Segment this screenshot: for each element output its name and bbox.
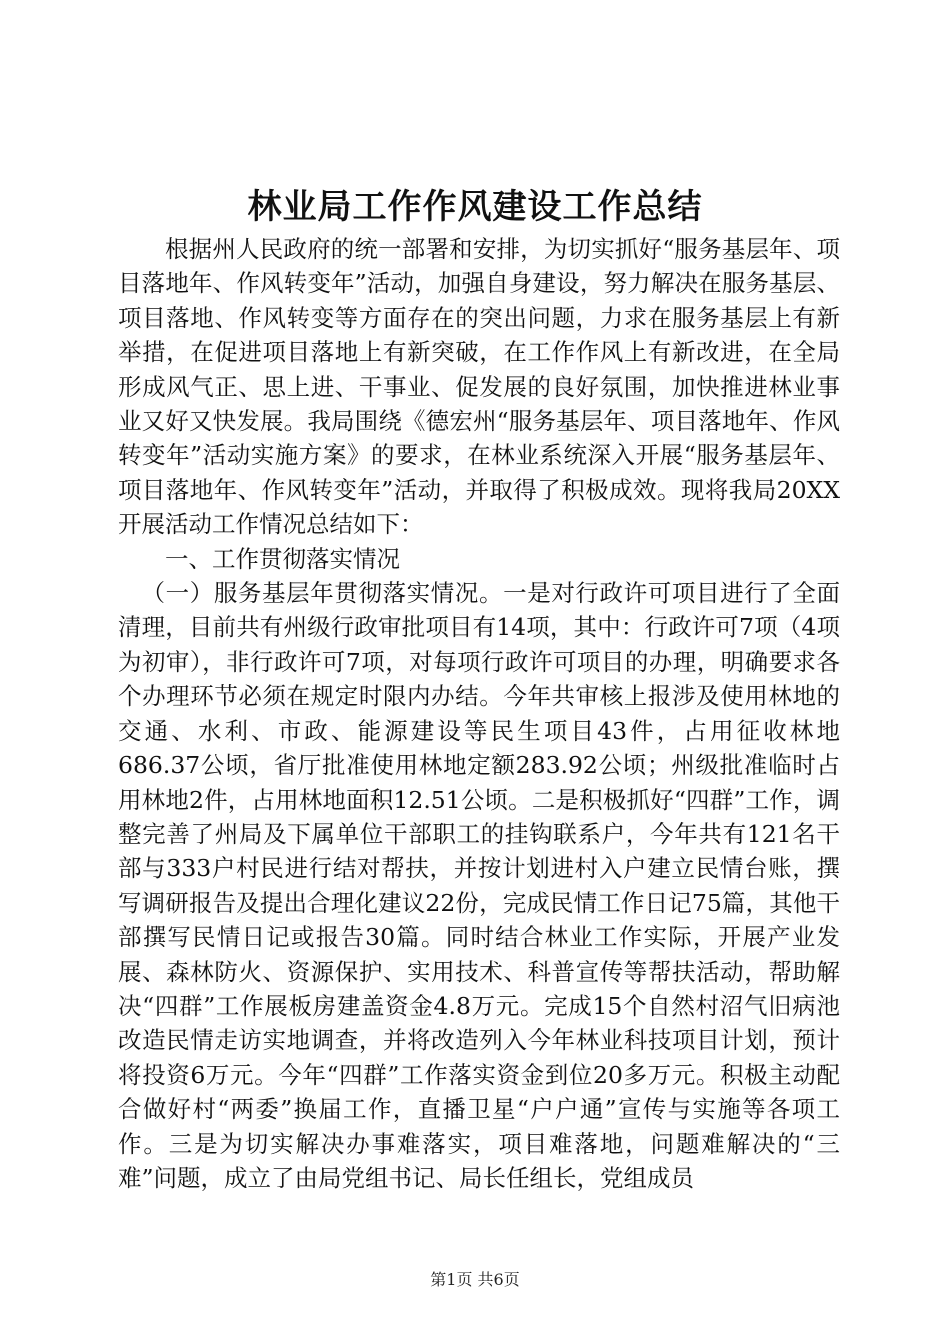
paragraph-subsection-1: （一）服务基层年贯彻落实情况。一是对行政许可项目进行了全面清理，目前共有州级行政审批项目有14项，其中：行政许可7项（4项为初审），非行政许可7项，对每项行政许可项目的办理，明确要求各个办理环节必须在规定时限内办结。今年共审核上报涉及使用林地的交通、水利、市政、能源建设等民生项目43件，占用征收林地686.37公顷，省厅批准使用林地定额283.92公顷；州级批准临时占用林地2件，占用林地面积12.51公顷。二是积极抓好“四群”工作，调整完善了州局及下属单位干部职工的挂钩联系户，今年共有121名干部与333户村民进行结对帮扶，并按计划进村入户建立民情台账，撰写调研报告及提出合理化建议22份，完成民情工作日记75篇，其他干部撰写民情日记或报告30篇。同时结合林业工作实际，开展产业发展、森林防火、资源保护、实用技术、科普宣传等帮扶活动，帮助解决“四群”工作展板房建盖资金4.8万元。完成15个自然村沼气旧病池改造民情走访实地调查，并将改造列入今年林业科技项目计划，预计将投资6万元。今年“四群”工作落实资金到位20多万元。积极主动配合做好村“两委”换届工作，直播卫星“户户通”宣传与实施等各项工作。三是为切实解决办事难落实，项目难落地，问题难解决的“三难”问题，成立了由局党组书记、局长任组长，党组成员 bbox=[118, 579, 840, 1192]
page-number-footer: 第1页 共6页 bbox=[430, 1270, 520, 1289]
paragraph-intro: 根据州人民政府的统一部署和安排，为切实抓好“服务基层年、项目落地年、作风转变年”活动，加强自身建设，努力解决在服务基层、项目落地、作风转变等方面存在的突出问题，力求在服务基层上有新举措，在促进项目落地上有新突破，在工作作风上有新改进，在全局形成风气正、思上进、干事业、促发展的良好氛围，加快推进林业事业又好又快发展。我局围绕《德宏州“服务基层年、项目落地年、作风转变年”活动实施方案》的要求，在林业系统深入开展“服务基层年、项目落地年、作风转变年”活动，并取得了积极成效。现将我局20XX开展活动工作情况总结如下： bbox=[118, 235, 840, 539]
section-heading: 一、工作贯彻落实情况 bbox=[165, 544, 400, 573]
document-title: 林业局工作作风建设工作总结 bbox=[247, 187, 703, 227]
document-body bbox=[118, 232, 840, 1195]
